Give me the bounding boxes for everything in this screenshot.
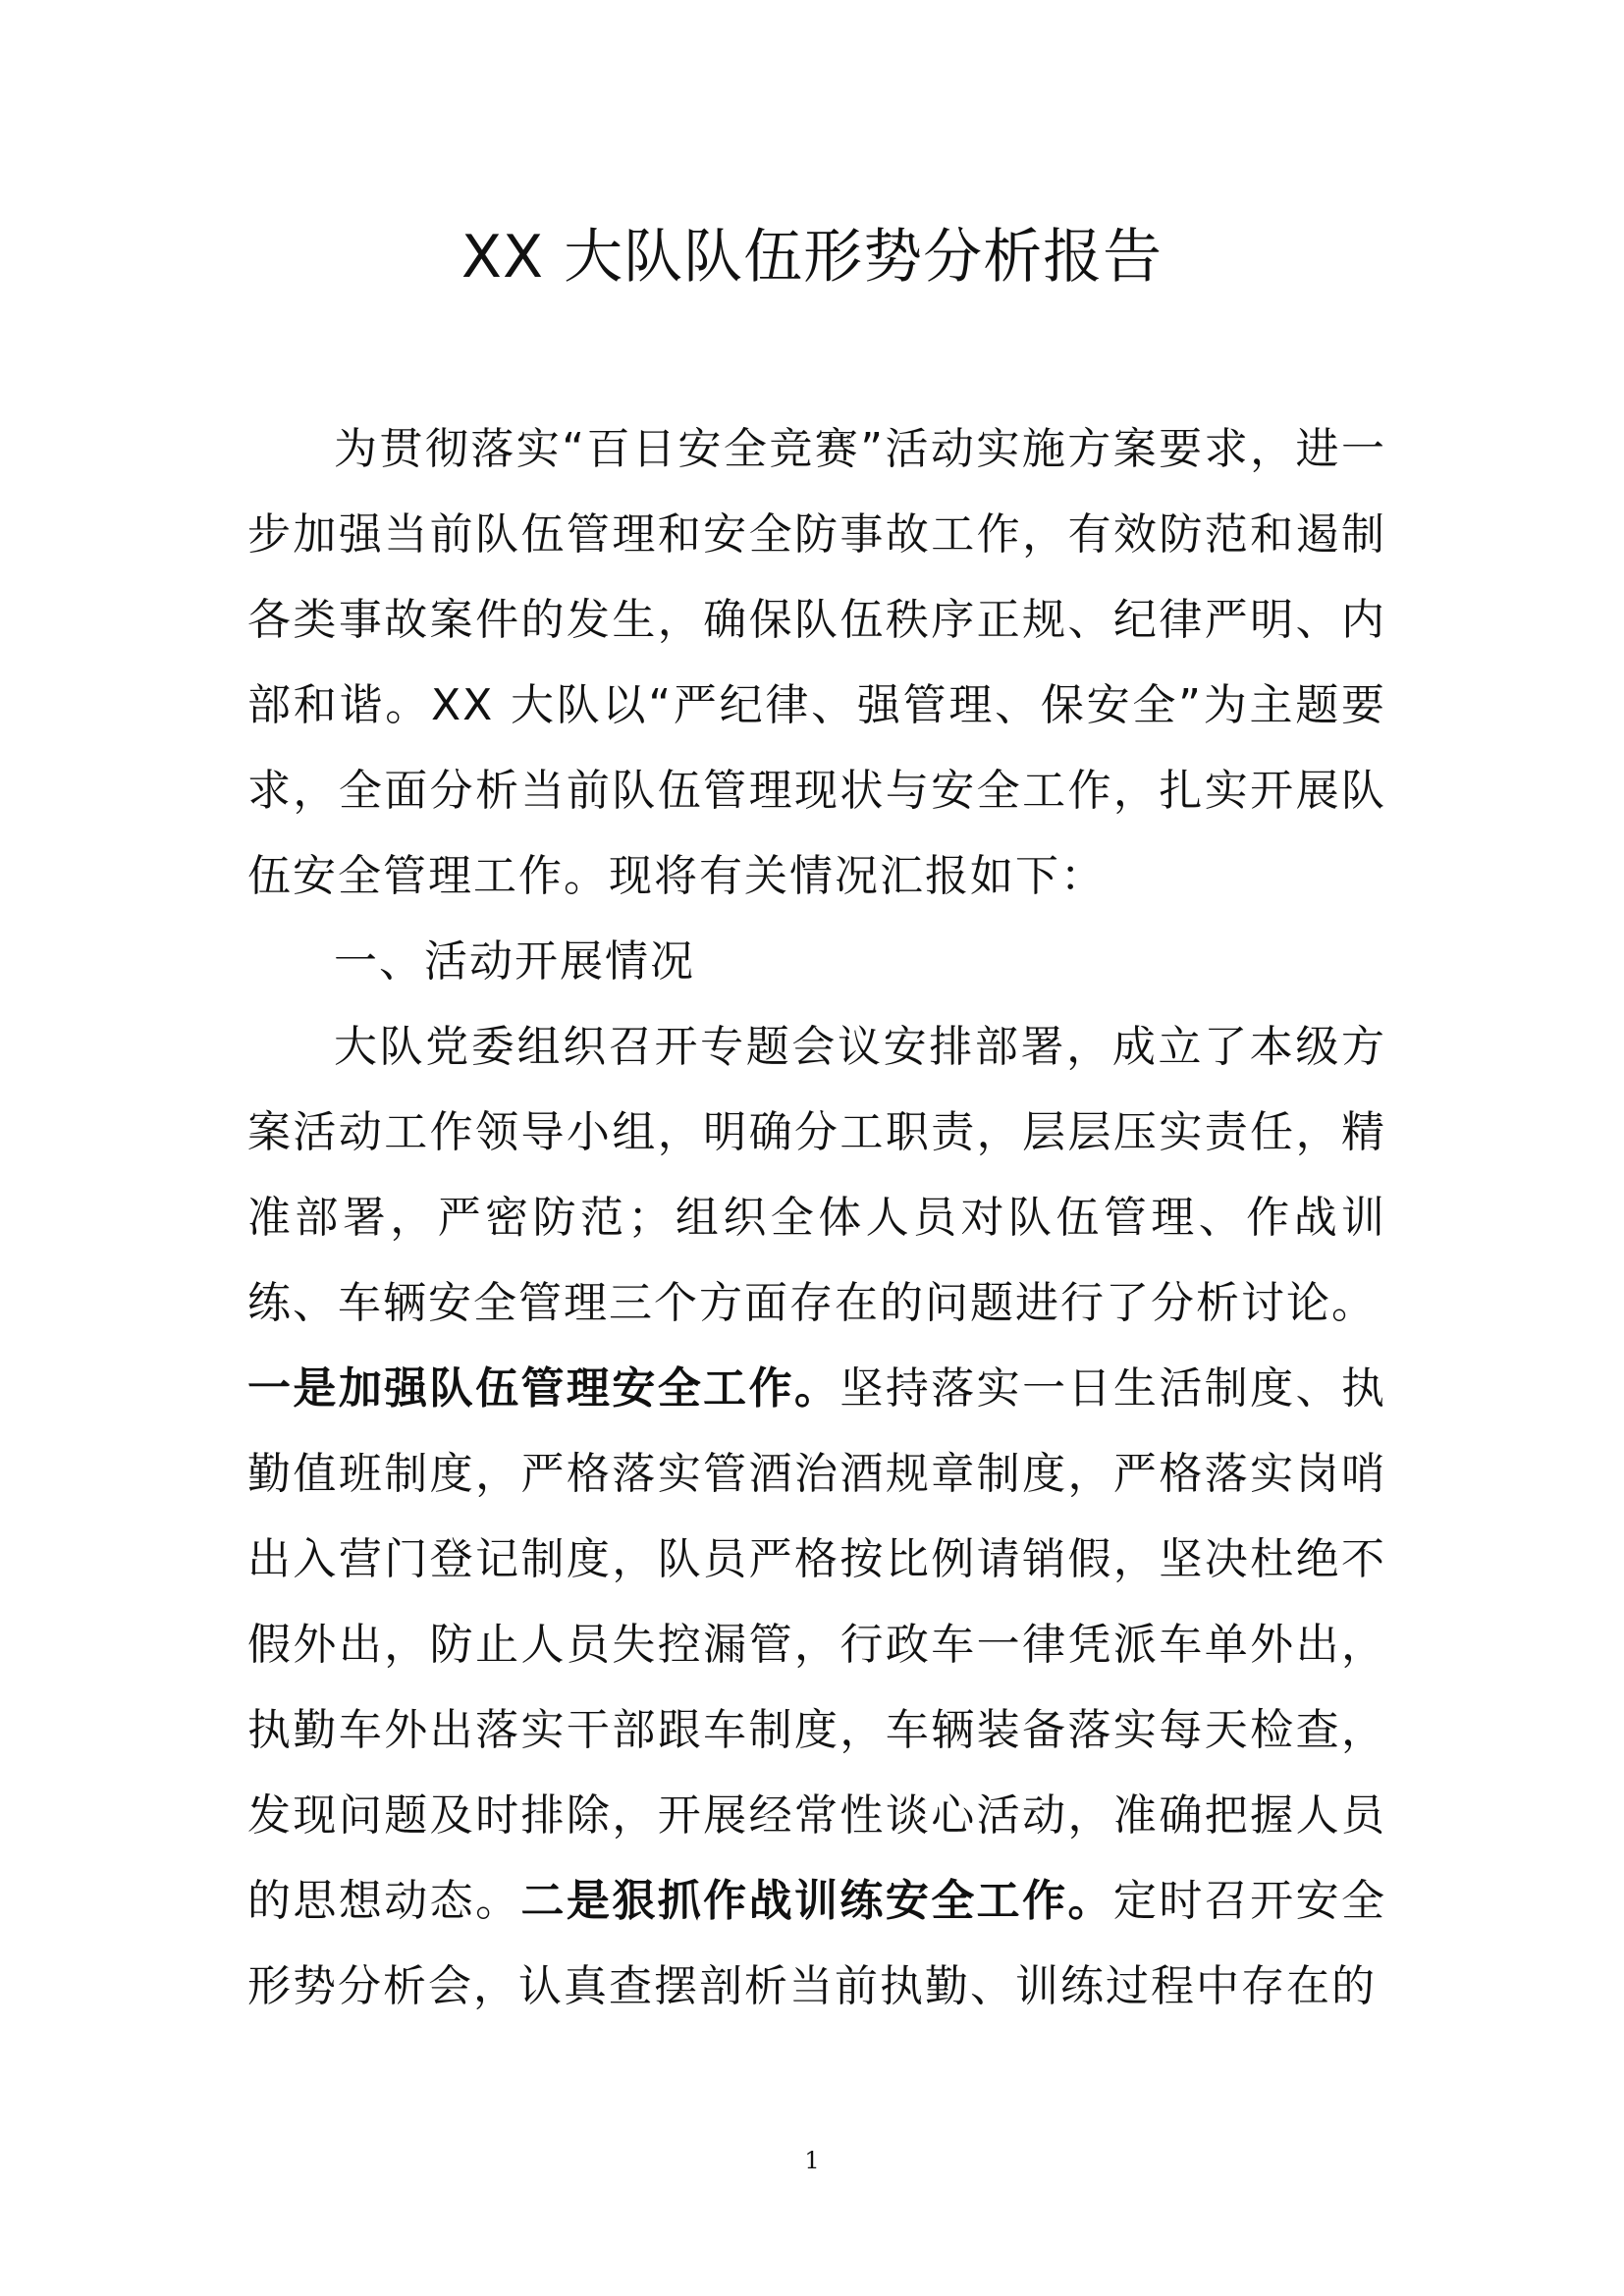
document-body (247, 406, 1386, 2029)
page-number: 1 (804, 2147, 820, 2174)
point-two-title: 二是狠抓作战训练安全工作。 (520, 1876, 1113, 1926)
section-paragraph: 大队党委组织召开专题会议安排部署，成立了本级方案活动工作领导小组，明确分工职责，层层压实责任，精准部署，严密防范；组织全体人员对队伍管理、作战训练、车辆安全管理三个方面存在的问题进行了分析讨论。 (247, 1022, 1386, 1328)
section-heading: 一、活动开展情况 (334, 936, 695, 987)
intro-paragraph: 为贯彻落实“百日安全竞赛”活动实施方案要求，进一步加强当前队伍管理和安全防事故工作，有效防范和遏制各类事故案件的发生，确保队伍秩序正规、纪律严明、内部和谐。XX 大队以“严纪律、强管理、保安全”为主题要求，全面分析当前队伍管理现状与安全工作，扎实开展队伍安全管理工作。现将有关情况汇报如下： (247, 424, 1386, 901)
point-two-text: 定时召开安全形势分析会，认真查摆剖析当前执勤、训练过程中存在的 (247, 1876, 1387, 2011)
points-paragraph (247, 1346, 1386, 2029)
point-one-title: 一是加强队伍管理安全工作。 (247, 1363, 840, 1414)
point-one-text: 坚持落实一日生活制度、执勤值班制度，严格落实管酒治酒规章制度，严格落实岗哨出入营门登记制度，队员严格按比例请销假，坚决杜绝不假外出，防止人员失控漏管，行政车一律凭派车单外出，执勤车外出落实干部跟车制度，车辆装备落实每天检查，发现问题及时排除，开展经常性谈心活动，准确把握人员的思想动态。 (247, 1363, 1387, 1926)
document-title: XX 大队队伍形势分析报告 (460, 223, 1164, 292)
